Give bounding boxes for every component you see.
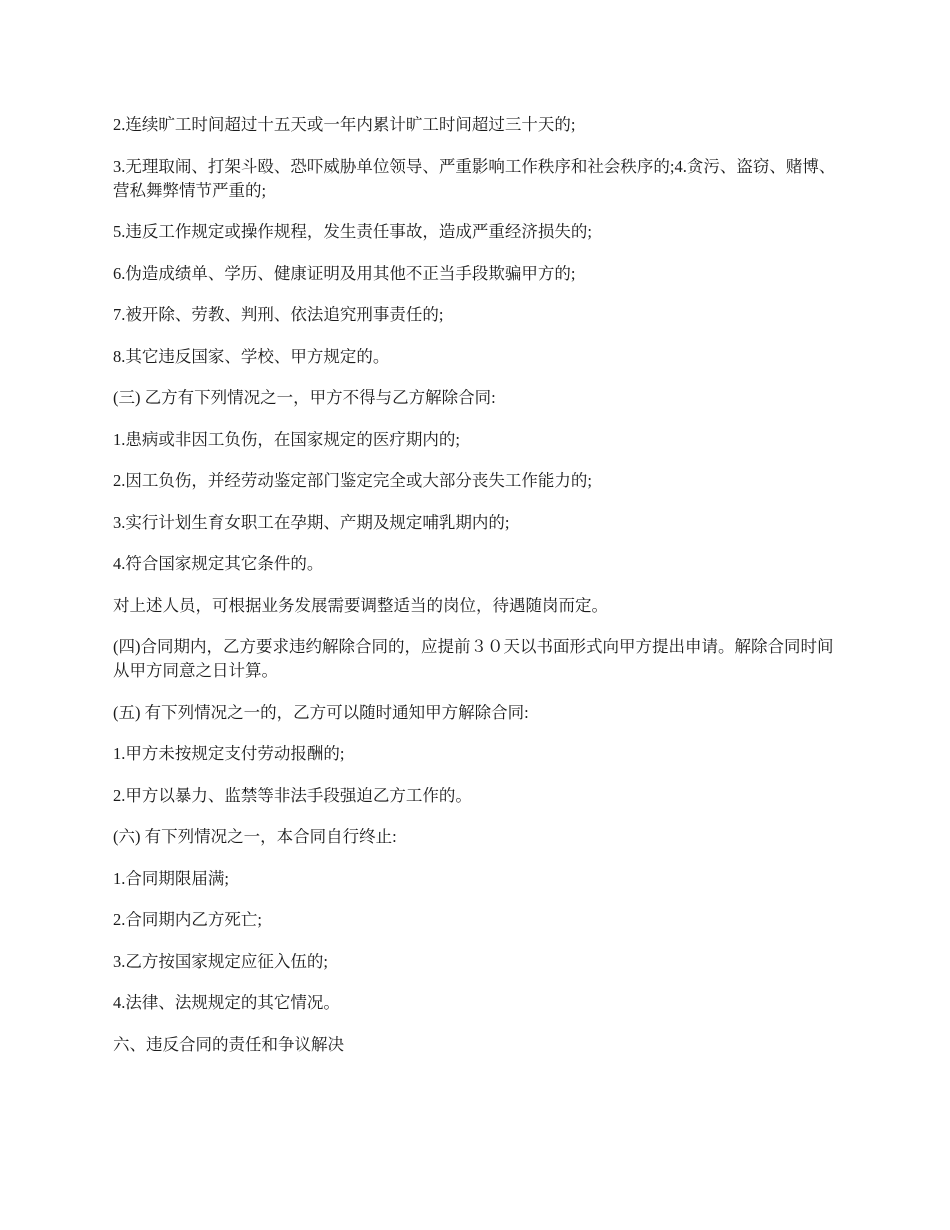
chapter-heading: 六、违反合同的责任和争议解决: [113, 1034, 344, 1054]
paragraph-item-1: 1.患病或非因工负伤，在国家规定的医疗期内的;: [113, 429, 460, 449]
paragraph-item-2: 2.因工负伤，并经劳动鉴定部门鉴定完全或大部分丧失工作能力的;: [113, 471, 592, 490]
paragraph-item-3: 3.实行计划生育女职工在孕期、产期及规定哺乳期内的;: [113, 512, 510, 532]
paragraph-item-1: 1.合同期限届满;: [113, 868, 229, 888]
paragraph-item-4: 4.法律、法规规定的其它情况。: [113, 993, 340, 1012]
section-heading-5: (五) 有下列情况之一的，乙方可以随时通知甲方解除合同:: [113, 702, 529, 722]
paragraph-item-8: 8.其它违反国家、学校、甲方规定的。: [113, 346, 390, 366]
paragraph-item-5: 5.违反工作规定或操作规程，发生责任事故，造成严重经济损失的;: [113, 222, 592, 241]
section-heading-4: (四)合同期内，乙方要求违约解除合同的，应提前３０天以书面形式向甲方提出申请。解除合同时间从甲方同意之日计算。: [113, 637, 834, 680]
paragraph-item-6: 6.伪造成绩单、学历、健康证明及用其他不正当手段欺骗甲方的;: [113, 263, 576, 283]
section-heading-6: (六) 有下列情况之一，本合同自行终止:: [113, 827, 397, 846]
paragraph-item-2: 2.合同期内乙方死亡;: [113, 910, 262, 929]
document-body: [113, 113, 840, 1074]
paragraph-item-4: 4.符合国家规定其它条件的。: [113, 554, 324, 573]
paragraph-item-7: 7.被开除、劳教、判刑、依法追究刑事责任的;: [113, 305, 444, 324]
section-heading-3: (三) 乙方有下列情况之一，甲方不得与乙方解除合同:: [113, 388, 496, 407]
paragraph-item-2: 2.连续旷工时间超过十五天或一年内累计旷工时间超过三十天的;: [113, 115, 576, 134]
paragraph-item-2: 2.甲方以暴力、监禁等非法手段强迫乙方工作的。: [113, 785, 472, 805]
paragraph-item-3-4: 3.无理取闹、打架斗殴、恐吓威胁单位领导、严重影响工作秩序和社会秩序的;4.贪污、盗窃、赌博、营私舞弊情节严重的;: [113, 156, 836, 200]
paragraph-item-3: 3.乙方按国家规定应征入伍的;: [113, 951, 328, 971]
paragraph-note: 对上述人员，可根据业务发展需要调整适当的岗位，待遇随岗而定。: [113, 595, 608, 615]
paragraph-item-1: 1.甲方未按规定支付劳动报酬的;: [113, 744, 345, 763]
